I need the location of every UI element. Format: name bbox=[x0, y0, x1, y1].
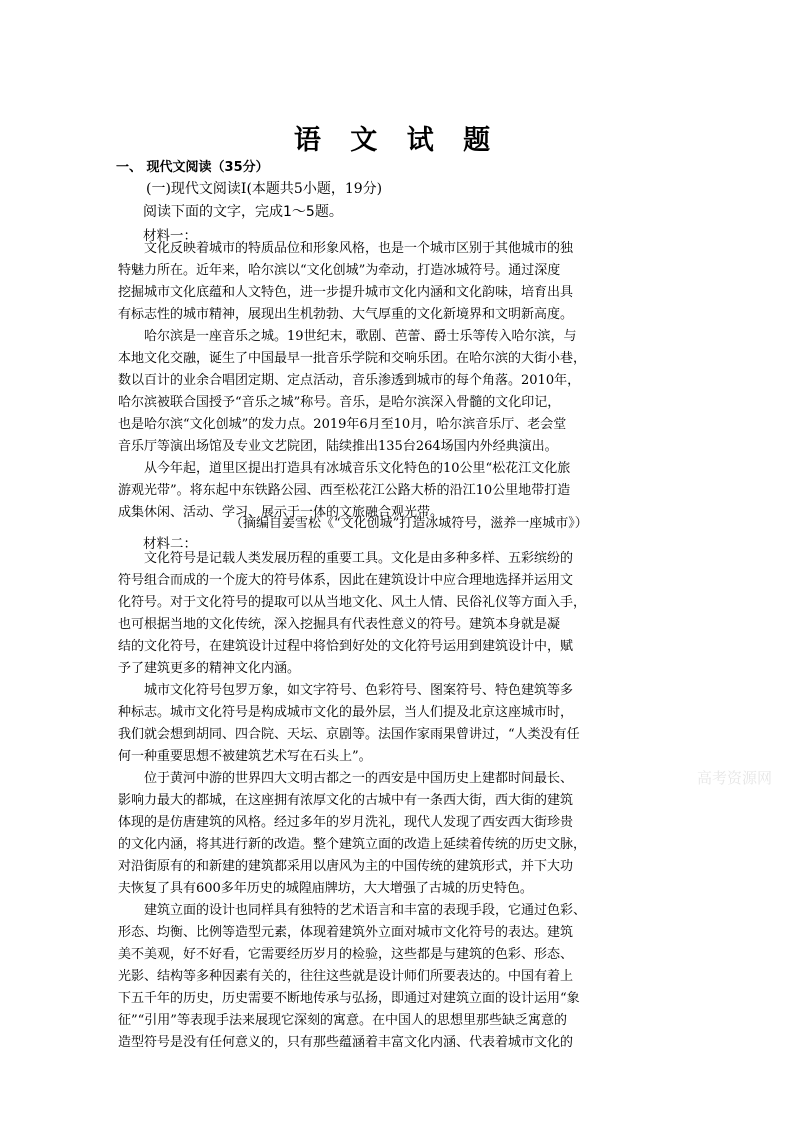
material2-line: 化符号。对于文化符号的提取可以从当地文化、风土人情、民俗礼仪等方面入手， bbox=[118, 595, 587, 610]
material2-line: 符号组合而成的一个庞大的符号体系，因此在建筑设计中应合理地选择并运用文 bbox=[118, 573, 574, 588]
material2-line: 体现的是仿唐建筑的风格。经过多年的岁月洗礼，现代人发现了西安西大街珍贵 bbox=[118, 815, 574, 830]
material1-line: 有标志性的城市精神，展现出生机勃勃、大气厚重的文化新境界和文明新高度。 bbox=[118, 307, 574, 322]
material2-line: 我们就会想到胡同、四合院、天坛、京剧等。法国作家雨果曾讲过，“人类没有任 bbox=[118, 727, 580, 742]
page-title: 语 文 试 题 bbox=[293, 125, 501, 156]
material1-line: 音乐厅等演出场馆及专业文艺院团，陆续推出135台264场国内外经典演出。 bbox=[118, 439, 558, 454]
material2-line: 形态、均衡、比例等造型元素，体现着建筑外立面对城市文化符号的表达。建筑 bbox=[118, 925, 574, 940]
material2-line: 的文化内涵，将其进行新的改造。整个建筑立面的改造上延续着传统的历史文脉， bbox=[118, 837, 587, 852]
material2-line: 也可根据当地的文化传统，深入挖掘具有代表性意义的符号。建筑本身就是凝 bbox=[118, 617, 561, 632]
material1-line: 成集休闲、活动、学习、展示于一体的文旅融合观光带。 bbox=[118, 505, 444, 520]
material2-label: 材料二： bbox=[143, 536, 197, 552]
material1-line: 哈尔滨是一座音乐之城。19世纪末，歌剧、芭蕾、爵士乐等传入哈尔滨，与 bbox=[144, 329, 577, 344]
material2-line: 影响力最大的都城，在这座拥有浓厚文化的古城中有一条西大街，西大街的建筑 bbox=[118, 793, 574, 808]
material2-line: 位于黄河中游的世界四大文明古都之一的西安是中国历史上建都时间最长、 bbox=[144, 771, 574, 786]
material1-line: 特魅力所在。近年来，哈尔滨以“文化创城”为牵动，打造冰城符号。通过深度 bbox=[118, 263, 561, 278]
material2-line: 夫恢复了具有600多年历史的城隍庙牌坊，大大增强了古城的历史特色。 bbox=[118, 881, 533, 896]
material2-line: 征”“引用”等表现手法来展现它深刻的寓意。在中国人的思想里那些缺乏寓意的 bbox=[118, 1013, 567, 1028]
material2-line: 下五千年的历史，历史需要不断地传承与弘扬，即通过对建筑立面的设计运用“象 bbox=[118, 991, 580, 1006]
material2-line: 何一种重要思想不被建筑艺术写在石头上”。 bbox=[118, 749, 372, 764]
material1-label: 材料一： bbox=[143, 228, 197, 244]
material2-line: 对沿街原有的和新建的建筑都采用以唐风为主的中国传统的建筑形式，并下大功 bbox=[118, 859, 574, 874]
subsection-heading: (一)现代文阅读Ⅰ(本题共5小题，19分) bbox=[146, 181, 383, 197]
material1-line: 数以百计的业余合唱团定期、定点活动，音乐渗透到城市的每个角落。2010年， bbox=[118, 373, 581, 388]
material1-line: 挖掘城市文化底蕴和人文特色，进一步提升城市文化内涵和文化韵味，培育出具 bbox=[118, 285, 574, 300]
material2-line: 建筑立面的设计也同样具有独特的艺术语言和丰富的表现手段，它通过色彩、 bbox=[144, 903, 587, 918]
material1-line: 游观光带”。将东起中东铁路公园、西至松花江公路大桥的沿江10公里地带打造 bbox=[118, 483, 571, 498]
material2-line: 种标志。城市文化符号是构成城市文化的最外层，当人们提及北京这座城市时， bbox=[118, 705, 574, 720]
material2-line: 城市文化符号包罗万象，如文字符号、色彩符号、图案符号、特色建筑等多 bbox=[144, 683, 574, 698]
material2-line: 美不美观，好不好看，它需要经历岁月的检验，这些都是与建筑的色彩、形态、 bbox=[118, 947, 574, 962]
material2-line: 光影、结构等多种因素有关的，往往这些就是设计师们所要表达的。中国有着上 bbox=[118, 969, 574, 984]
section-heading: 一、 现代文阅读（35分） bbox=[116, 160, 269, 175]
material1-line: 文化反映着城市的特质品位和形象风格，也是一个城市区别于其他城市的独 bbox=[144, 241, 574, 256]
material2-line: 文化符号是记载人类发展历程的重要工具。文化是由多种多样、五彩缤纷的 bbox=[144, 551, 574, 566]
material1-source: （摘编自姜雪松《“文化创城”打造冰城符号，滋养一座城市》） bbox=[230, 516, 588, 531]
material1-line: 哈尔滨被联合国授予“音乐之城”称号。音乐，是哈尔滨深入骨髓的文化印记， bbox=[118, 395, 561, 410]
material1-line: 本地文化交融，诞生了中国最早一批音乐学院和交响乐团。在哈尔滨的大街小巷， bbox=[118, 351, 587, 366]
watermark: 高考资源网 bbox=[697, 769, 773, 787]
material2-line: 予了建筑更多的精神文化内涵。 bbox=[118, 661, 301, 676]
instruction-text: 阅读下面的文字，完成1～5题。 bbox=[143, 204, 343, 220]
material1-line: 也是哈尔滨“文化创城”的发力点。2019年6月至10月，哈尔滨音乐厅、老会堂 bbox=[118, 417, 567, 432]
material1-line: 从今年起，道里区提出打造具有冰城音乐文化特色的10公里“松花江文化旅 bbox=[144, 461, 571, 476]
material2-line: 造型符号是没有任何意义的，只有那些蕴涵着丰富文化内涵、代表着城市文化的 bbox=[118, 1035, 574, 1050]
material2-line: 结的文化符号，在建筑设计过程中将恰到好处的文化符号运用到建筑设计中，赋 bbox=[118, 639, 574, 654]
